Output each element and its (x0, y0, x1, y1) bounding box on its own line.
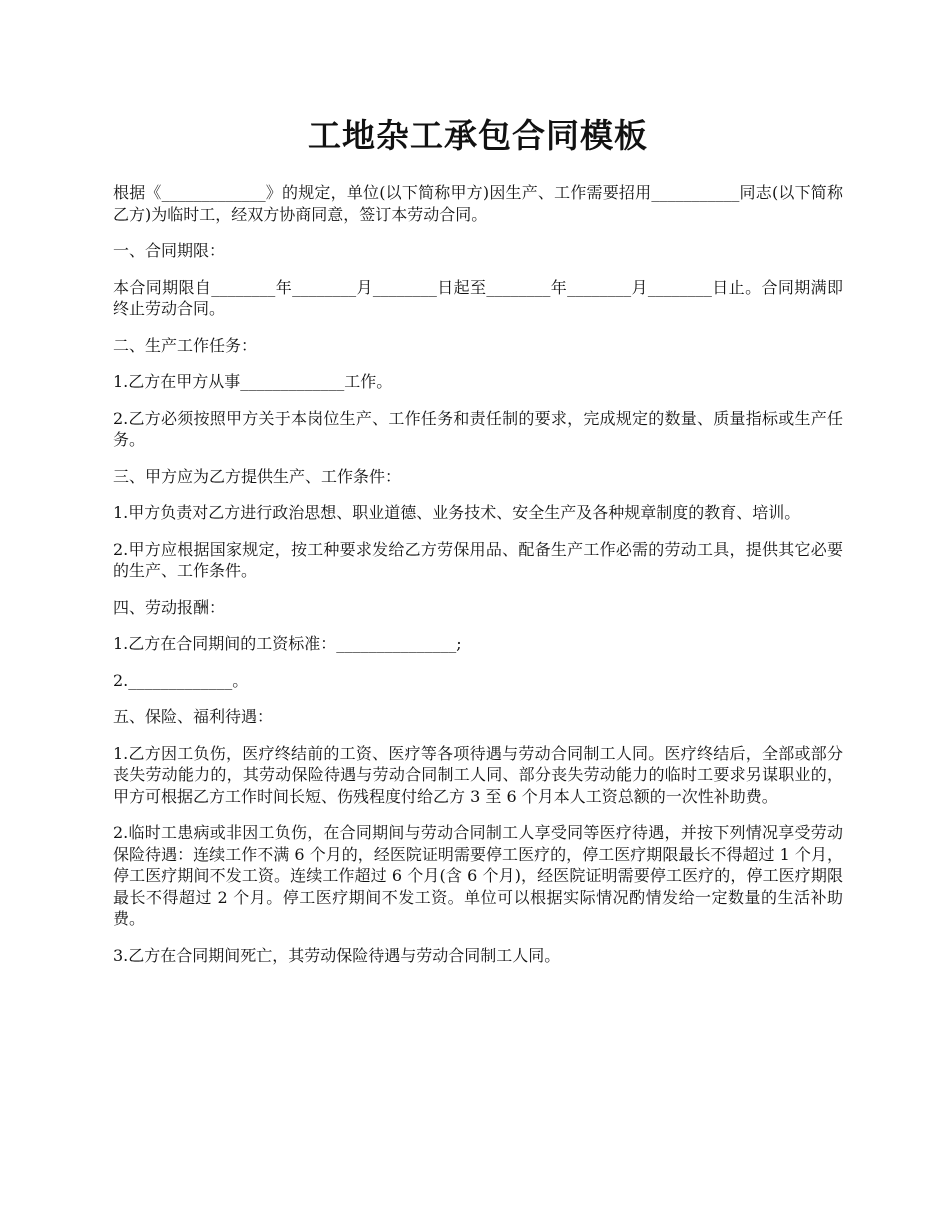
section-heading-insurance: 五、保险、福利待遇： (113, 707, 274, 726)
section-heading-tasks: 二、生产工作任务： (113, 335, 258, 355)
document-page (113, 112, 843, 981)
paragraph-insurance-2: 2.临时工患病或非因工负伤，在合同期间与劳动合同制工人享受同等医疗待遇，并按下列情况享受劳动保险待遇：连续工作不满 6 个月的，经医院证明需要停工医疗的，停工医疗期限最长不得超过 1 个月，停工医疗期间不发工资。连续工作超过 6 个月(含 6 个月)，经医院证明需要停工医疗的，停工医疗期限最长不得超过 2 个月。停工医疗期间不发工资。单位可以根据实际情况酌情发给一定数量的生活补助费。 (113, 823, 843, 928)
paragraph-condition-1: 1.甲方负责对乙方进行政治思想、职业道德、业务技术、安全生产及各种规章制度的教育、培训。 (113, 503, 801, 522)
paragraph-intro: 根据《_____________》的规定，单位(以下简称甲方)因生产、工作需要招用___________同志(以下简称乙方)为临时工，经双方协商同意，签订本劳动合同。 (113, 183, 843, 224)
paragraph-insurance-3: 3.乙方在合同期间死亡，其劳动保险待遇与劳动合同制工人同。 (113, 945, 561, 965)
paragraph-insurance-1: 1.乙方因工负伤，医疗终结前的工资、医疗等各项待遇与劳动合同制工人同。医疗终结后，全部或部分丧失劳动能力的，其劳动保险待遇与劳动合同制工人同、部分丧失劳动能力的临时工要求另谋职业的，甲方可根据乙方工作时间长短、伤残程度付给乙方 3 至 6 个月本人工资总额的一次性补助费。 (113, 743, 843, 806)
paragraph-pay-2: 2._____________。 (113, 670, 249, 690)
paragraph-pay-1: 1.乙方在合同期间的工资标准：_______________; (113, 634, 462, 653)
paragraph-condition-2: 2.甲方应根据国家规定，按工种要求发给乙方劳保用品、配备生产工作必需的劳动工具，提供其它必要的生产、工作条件。 (113, 539, 843, 580)
paragraph-task-2: 2.乙方必须按照甲方关于本岗位生产、工作任务和责任制的要求，完成规定的数量、质量指标或生产任务。 (113, 408, 843, 449)
paragraph-task-1: 1.乙方在甲方从事_____________工作。 (113, 372, 393, 391)
document-title: 工地杂工承包合同模板 (308, 116, 648, 155)
section-heading-conditions: 三、甲方应为乙方提供生产、工作条件： (113, 466, 402, 486)
section-heading-term: 一、合同期限： (113, 241, 226, 260)
section-heading-pay: 四、劳动报酬： (113, 597, 226, 617)
paragraph-term: 本合同期限自________年________月________日起至________年________月________日止。合同期满即终止劳动合同。 (113, 277, 843, 318)
